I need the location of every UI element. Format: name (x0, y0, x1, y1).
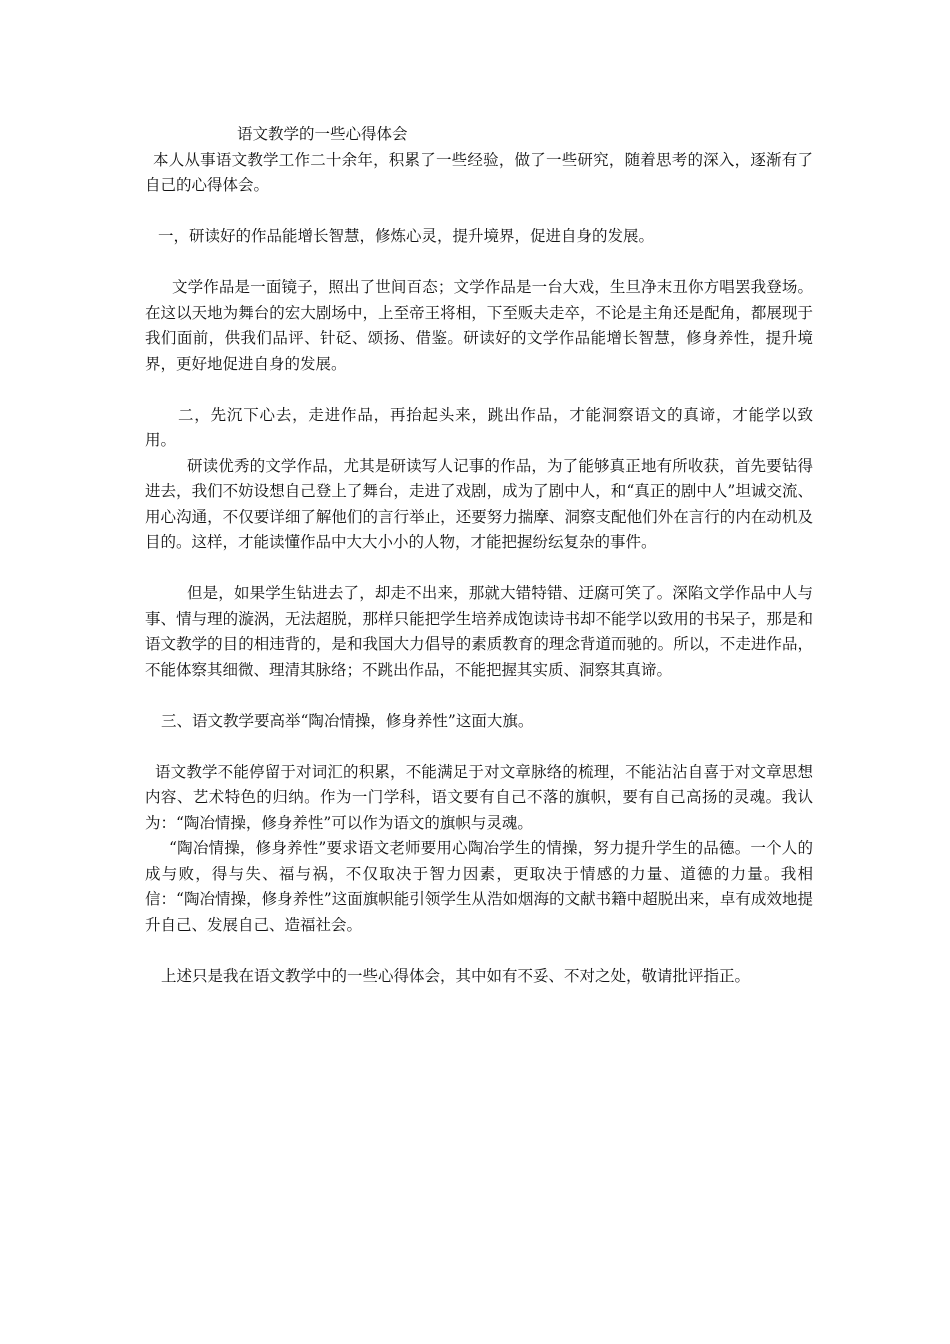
paragraph-3: 但是，如果学生钻进去了，却走不出来，那就大错特错、迂腐可笑了。深陷文学作品中人与事、情与理的漩涡，无法超脱，那样只能把学生培养成饱读诗书却不能学以致用的书呆子，那是和语文教学的目的相违背的，是和我国大力倡导的素质教育的理念背道而驰的。所以，不走进作品，不能体察其细微、理清其脉络；不跳出作品，不能把握其实质、洞察其真谛。 (145, 584, 813, 679)
section-heading-2: 二，先沉下心去，走进作品，再抬起头来，跳出作品，才能洞察语文的真谛，才能学以致用。 (145, 405, 813, 449)
closing-paragraph: 上述只是我在语文教学中的一些心得体会，其中如有不妥、不对之处，敬请批评指正。 (161, 966, 751, 985)
spacer (145, 377, 813, 403)
document-body (145, 122, 813, 989)
spacer (145, 683, 813, 709)
paragraph-2: 研读优秀的文学作品，尤其是研读写人记事的作品，为了能够真正地有所收获，首先要钻得进去，我们不妨设想自己登上了舞台，走进了戏剧，成为了剧中人，和“真正的剧中人”坦诚交流、用心沟通，不仅要详细了解他们的言行举止，还要努力揣摩、洞察支配他们外在言行的内在动机及目的。这样，才能读懂作品中大大小小的人物，才能把握纷纭复杂的事件。 (145, 456, 813, 551)
spacer (145, 938, 813, 964)
section-heading-3: 三、语文教学要高举“陶冶情操，修身养性”这面大旗。 (161, 711, 534, 730)
document-title: 语文教学的一些心得体会 (237, 125, 408, 143)
section-heading-1: 一，研读好的作品能增长智慧，修炼心灵，提升境界，促进自身的发展。 (158, 227, 655, 245)
paragraph-1: 文学作品是一面镜子，照出了世间百态；文学作品是一台大戏，生旦净末丑你方唱罢我登场。在这以天地为舞台的宏大剧场中，上至帝王将相，下至贩夫走卒，不论是主角还是配角，都展现于我们面前，供我们品评、针砭、颂扬、借鉴。研读好的文学作品能增长智慧，修身养性，提升境界，更好地促进自身的发展。 (145, 278, 813, 373)
intro-paragraph: 本人从事语文教学工作二十余年，积累了一些经验，做了一些研究，随着思考的深入，逐渐有了自己的心得体会。 (145, 150, 813, 194)
spacer (145, 556, 813, 582)
spacer (145, 199, 813, 225)
spacer (145, 734, 813, 760)
paragraph-4: 语文教学不能停留于对词汇的积累，不能满足于对文章脉络的梳理，不能沾沾自喜于对文章思想内容、艺术特色的归纳。作为一门学科，语文要有自己不落的旗帜，要有自己高扬的灵魂。我认为：“陶冶情操，修身养性”可以作为语文的旗帜与灵魂。 (145, 762, 813, 832)
paragraph-5: “陶冶情操，修身养性”要求语文老师要用心陶冶学生的情操，努力提升学生的品德。一个人的成与败，得与失、福与祸，不仅取决于智力因素，更取决于情感的力量、道德的力量。我相信：“陶冶情操，修身养性”这面旗帜能引领学生从浩如烟海的文献书籍中超脱出来，卓有成效地提升自己、发展自己、造福社会。 (145, 839, 813, 934)
spacer (145, 250, 813, 276)
